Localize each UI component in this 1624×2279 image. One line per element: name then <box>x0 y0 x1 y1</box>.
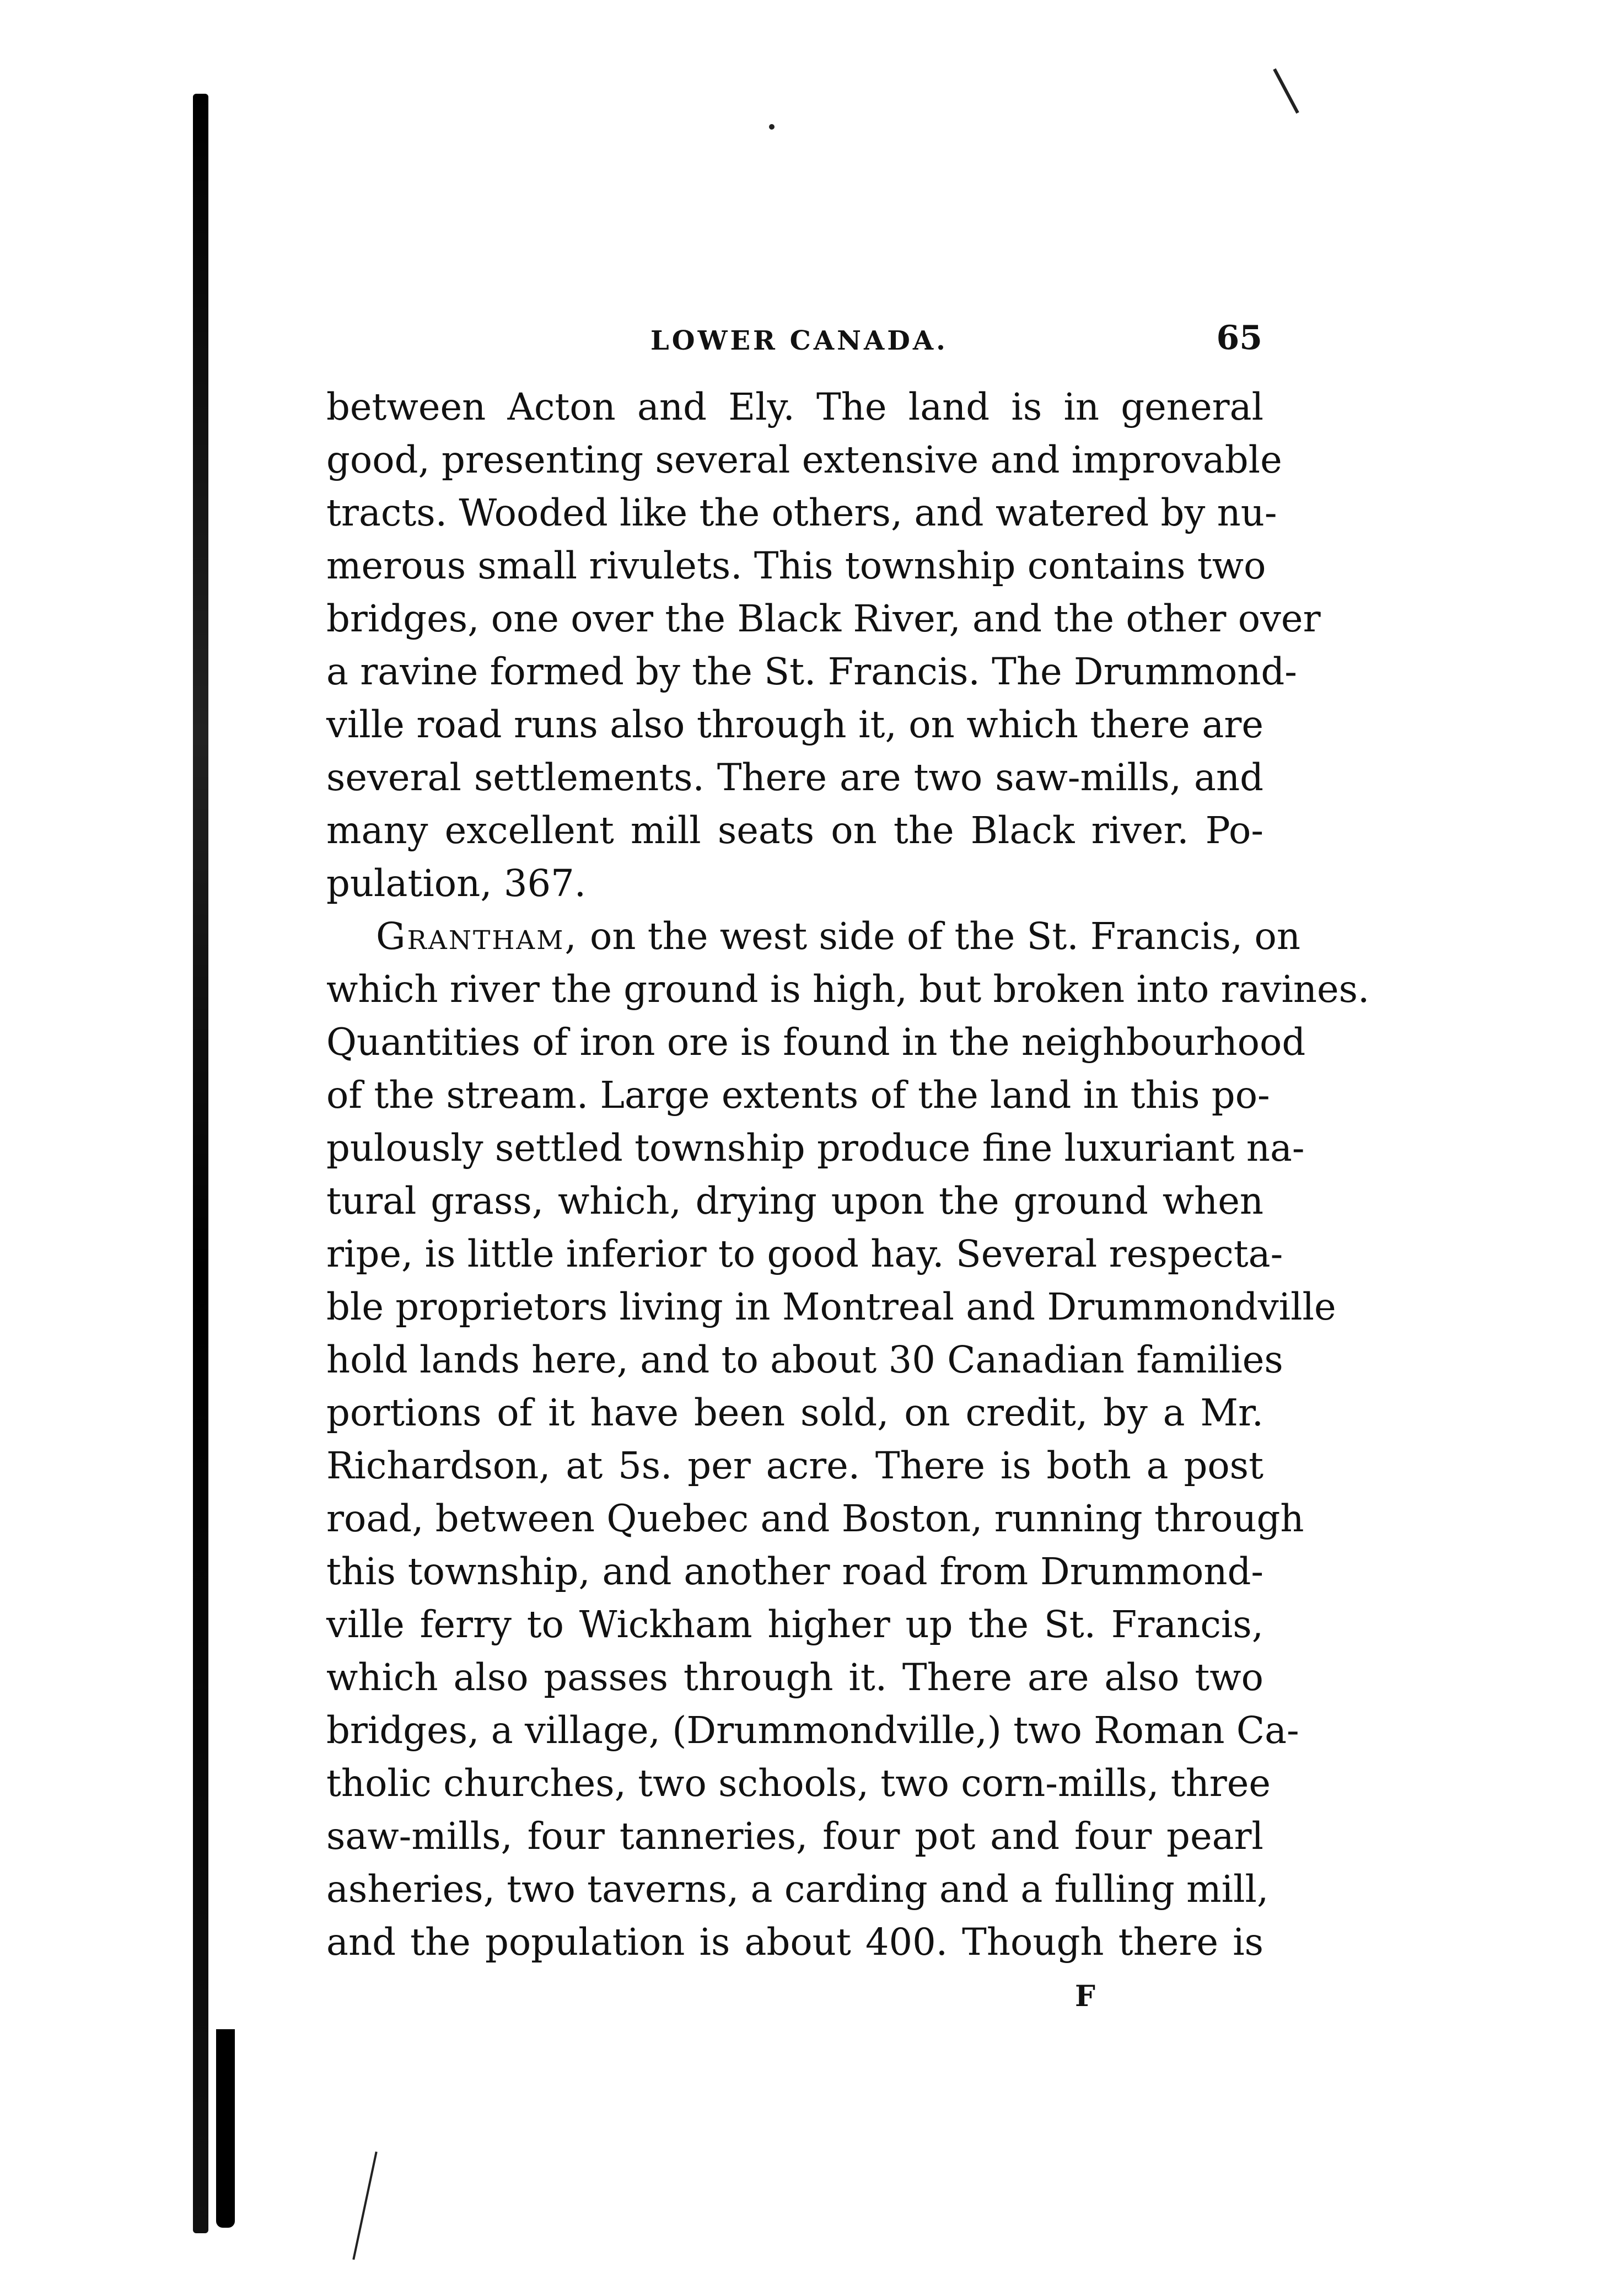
text-line: pulously settled township produce fine luxuriant na- <box>326 1127 1305 1170</box>
text-line: many excellent mill seats on the Black river. Po- <box>326 809 1263 852</box>
lead-word: Grantham, <box>376 915 578 958</box>
text-line: ville ferry to Wickham higher up the St. Francis, <box>326 1603 1263 1646</box>
stray-mark <box>352 2152 377 2260</box>
text-line: bridges, a village, (Drummondville,) two Roman Ca- <box>326 1709 1299 1752</box>
text-line: asheries, two taverns, a carding and a fulling mill, <box>326 1868 1269 1911</box>
text-line: ripe, is little inferior to good hay. Several respecta- <box>326 1232 1283 1275</box>
text-line: a ravine formed by the St. Francis. The Drummond- <box>326 650 1297 693</box>
paragraph-1 <box>326 380 1321 910</box>
paragraph-2 <box>326 910 1370 1969</box>
text-line: ville road runs also through it, on which there are <box>326 703 1263 746</box>
stray-mark <box>769 124 775 130</box>
text-line: several settlements. There are two saw-mills, and <box>326 756 1263 799</box>
page-binding-edge-lower <box>216 2029 235 2228</box>
running-head: LOWER CANADA. <box>650 325 948 356</box>
text-line: of the stream. Large extents of the land in this po- <box>326 1074 1270 1117</box>
text-line: Richardson, at 5s. per acre. There is both a post <box>326 1444 1263 1487</box>
text-line: saw-mills, four tanneries, four pot and four pearl <box>326 1815 1263 1858</box>
text-line: Quantities of iron ore is found in the neighbourhood <box>326 1021 1306 1064</box>
first-line-rest: on the west side of the St. Francis, on <box>590 915 1300 958</box>
page-header <box>331 309 1262 369</box>
text-line: tural grass, which, drying upon the ground when <box>326 1179 1263 1222</box>
page-binding-edge <box>193 94 208 2233</box>
text-line: portions of it have been sold, on credit, by a Mr. <box>326 1391 1263 1434</box>
text-line: good, presenting several extensive and improvable <box>326 438 1282 481</box>
page-number: 65 <box>1216 319 1262 357</box>
text-line: between Acton and Ely. The land is in general <box>326 385 1263 428</box>
text-line: bridges, one over the Black River, and the other over <box>326 597 1321 640</box>
text-line: hold lands here, and to about 30 Canadian families <box>326 1338 1283 1381</box>
text-line: merous small rivulets. This township contains two <box>326 544 1266 587</box>
stray-mark <box>1273 68 1299 114</box>
text-line: which also passes through it. There are also two <box>326 1656 1263 1699</box>
text-line: tracts. Wooded like the others, and watered by nu- <box>326 491 1277 534</box>
text-line: which river the ground is high, but broken into ravines. <box>326 968 1370 1011</box>
text-line: pulation, 367. <box>326 862 587 905</box>
text-line: this township, and another road from Drummond- <box>326 1550 1263 1593</box>
text-line <box>326 910 1300 963</box>
text-line: ble proprietors living in Montreal and Drummondville <box>326 1285 1336 1328</box>
text-line: and the population is about 400. Though there is <box>326 1921 1263 1964</box>
text-line: tholic churches, two schools, two corn-mills, three <box>326 1762 1271 1805</box>
signature-mark: F <box>1075 1980 1095 2013</box>
text-line: road, between Quebec and Boston, running through <box>326 1497 1304 1540</box>
body-text <box>326 380 1370 1969</box>
